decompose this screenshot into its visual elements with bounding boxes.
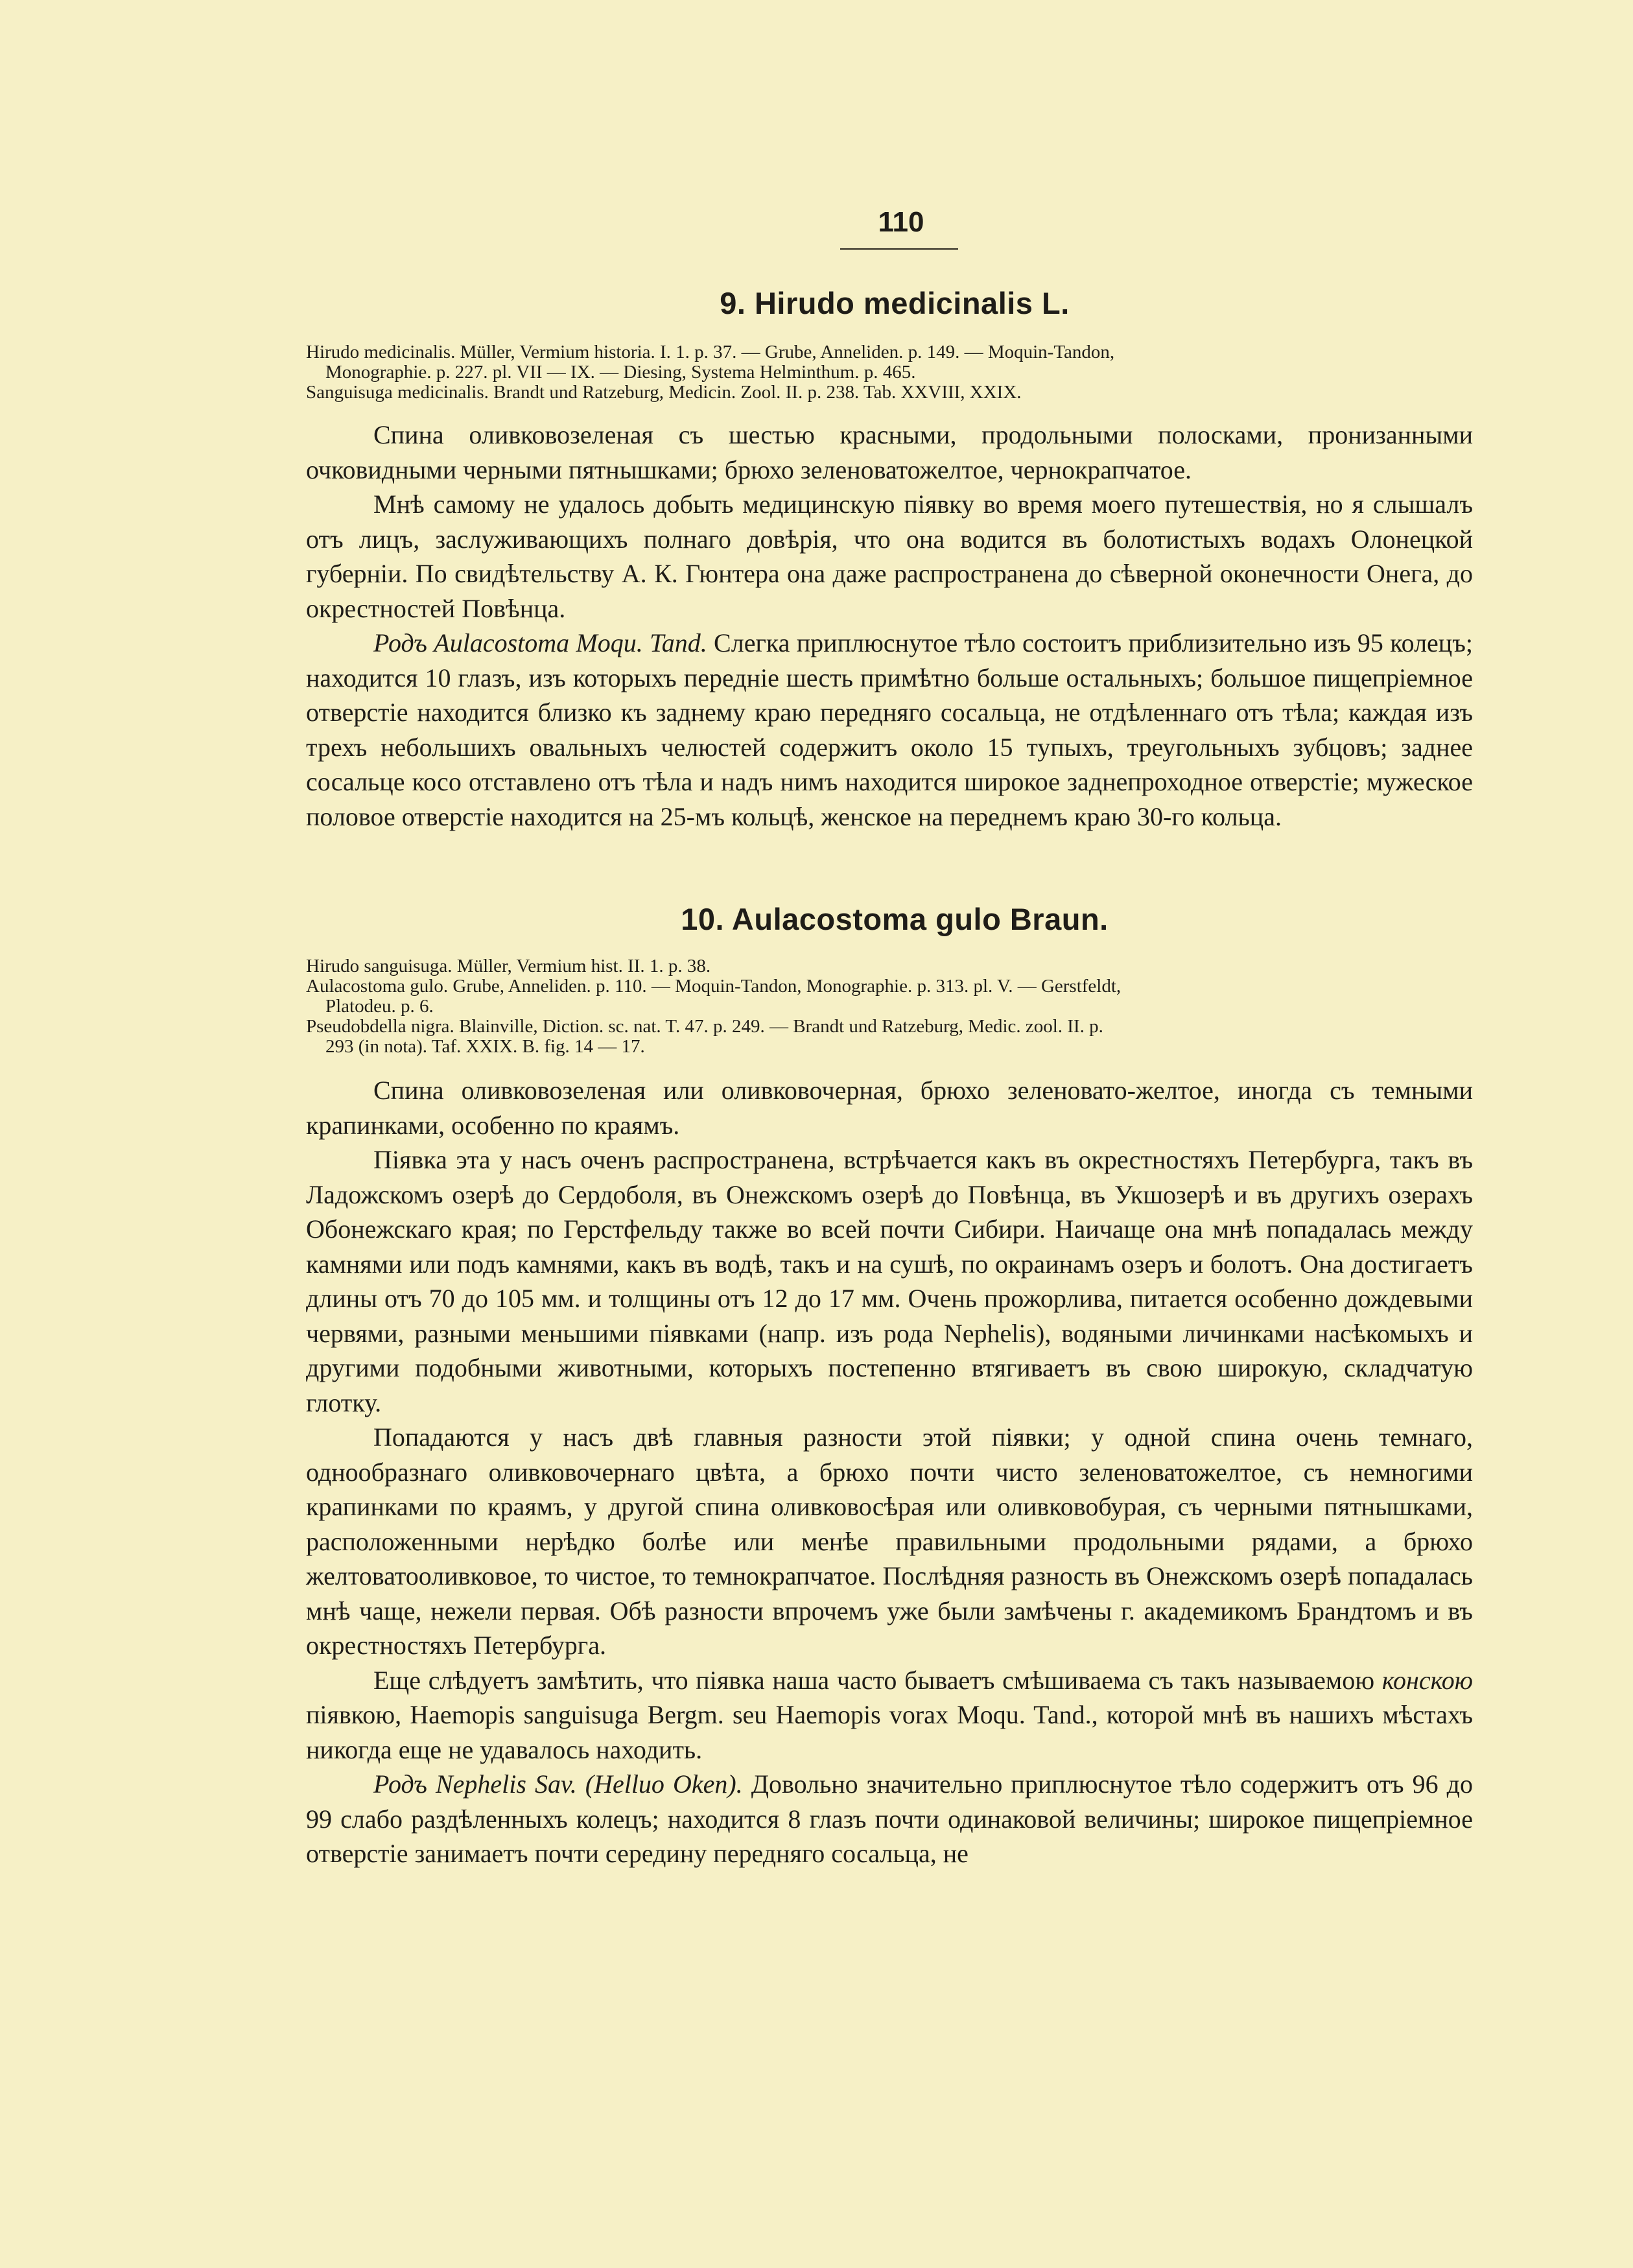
- paragraph: [306, 1767, 1473, 1871]
- paragraph: Спина оливковозеленая съ шестью красными, продольными полосками, пронизанными очковидными черными пятнышками; брюхо зеленоватожелтое, чернокрапчатое.: [306, 420, 1473, 484]
- italic-word: конскою: [1381, 1665, 1473, 1695]
- paragraph: Попадаются у насъ двѣ главныя разности этой піявки; у одной спина очень темнаго, однообразнаго оливковочернаго цвѣта, а брюхо почти чисто зеленоватожелтое, съ немногими крапинками по краямъ, у другой спина оливковосѣрая или оливковобурая, съ черными пятнышками, расположенными нерѣдко болѣе или менѣе правильными продольными рядами, а брюхо желтоватооливковое, то чистое, то темнокрапчатое. Послѣдняя разность въ Онежскомъ озерѣ попадалась мнѣ чаще, нежели первая. Обѣ разности впрочемъ уже были замѣчены г. академикомъ Брандтомъ и въ окрестностяхъ Петербурга.: [306, 1423, 1473, 1660]
- reference-line: Hirudo sanguisuga. Müller, Vermium hist. II. 1. p. 38.: [306, 956, 711, 976]
- paragraph-text: Еще слѣдуетъ замѣтить, что піявка наша часто бываетъ смѣшиваема съ такъ называемою: [373, 1665, 1382, 1695]
- paragraph: Піявка эта у насъ оченъ распространена, встрѣчается какъ въ окрестностяхъ Петербурга, такъ въ Ладожскомъ озерѣ до Сердоболя, въ Онежскомъ озерѣ до Повѣнца, въ Укшозерѣ и въ другихъ озерахъ Обонежскаго края; по Герстфельду также во всей почти Сибири. Наичаще она мнѣ попадалась между камнями или подъ камнями, какъ въ водѣ, такъ и на сушѣ, по окраинамъ озеръ и болотъ. Она достигаетъ длины отъ 70 до 105 мм. и толщины отъ 12 до 17 мм. Очень прожорлива, питается особенно дождевыми червями, разными меньшими піявками (напр. изъ рода Nephelis), водяными личинками насѣкомыхъ и другими подобными животными, которыхъ постепенно втягиваетъ въ свою широкую, складчатую глотку.: [306, 1145, 1473, 1417]
- reference-line: Aulacostoma gulo. Grube, Anneliden. p. 110. — Moquin-Tandon, Monographie. p. 313. pl. V. — Gerstfeldt,: [306, 976, 1122, 997]
- reference-line: Platodeu. p. 6.: [325, 996, 434, 1017]
- paragraph-text: піявкою, Haemopis sanguisuga Bergm. seu Haemopis vorax Moqu. Tand., которой мнѣ въ нашихъ мѣстахъ никогда еще не удавалось находить.: [306, 1700, 1473, 1764]
- synonymy-hirudo: [306, 342, 1473, 403]
- synonymy-aulacostoma: [306, 956, 1473, 1057]
- species-heading-aulacostoma: 10. Aulacostoma gulo Braun.: [681, 902, 1109, 936]
- paragraph: Мнѣ самому не удалось добыть медицинскую піявку во время моего путешествія, но я слышалъ отъ лицъ, заслуживающихъ полнаго довѣрія, что она водится въ болотистыхъ водахъ Олонецкой губерніи. По свидѣтельству А. К. Гюнтера она даже распространена до сѣверной оконечности Онега, до окрестностей Повѣнца.: [306, 490, 1473, 623]
- genus-name: Родъ Nephelis Sav. (Helluo Oken).: [373, 1769, 743, 1799]
- paragraph-text: Довольно значительно приплюснутое тѣло содержитъ отъ 96 до 99 слабо раздѣленныхъ колецъ; находится 8 глазъ почти одинаковой величины; широкое пищепріемное отверстіе занимаетъ почти середину передняго сосальца, не: [306, 1769, 1473, 1868]
- reference-line: 293 (in nota). Taf. XXIX. B. fig. 14 — 17.: [325, 1036, 645, 1057]
- reference-line: Sanguisuga medicinalis. Brandt und Ratzeburg, Medicin. Zool. II. p. 238. Tab. XXVIII, XXIX.: [306, 382, 1022, 403]
- reference-line: Pseudobdella nigra. Blainville, Diction. sc. nat. T. 47. p. 249. — Brandt und Ratzeburg, Medic. zool. II. p.: [306, 1016, 1103, 1037]
- page-number: 110: [878, 206, 924, 238]
- reference-line: Hirudo medicinalis. Müller, Vermium historia. I. 1. p. 37. — Grube, Anneliden. p. 149. — Moquin-Tandon,: [306, 342, 1115, 362]
- genus-name: Родъ Aulacostoma Moqu. Tand.: [373, 628, 707, 657]
- reference-line: Monographie. p. 227. pl. VII — IX. — Diesing, Systema Helminthum. p. 465.: [325, 362, 916, 383]
- body-text-aulacostoma: [306, 1073, 1473, 1871]
- page-number-rule: [840, 248, 958, 250]
- paragraph-text: Слегка приплюснутое тѣло состоитъ приблизительно изъ 95 колецъ; находится 10 глазъ, изъ которыхъ передніе шесть примѣтно больше остальныхъ; большое пищепріемное отверстіе находится близко къ заднему краю передняго сосальца, не отдѣленнаго отъ тѣла; каждая изъ трехъ небольшихъ овальныхъ челюстей содержитъ около 15 тупыхъ, треугольныхъ зубцовъ; заднее сосальце косо отставлено отъ тѣла и надъ нимъ находится широкое заднепроходное отверстіе; мужеское половое отверстіе находится на 25-мъ кольцѣ, женское на переднемъ краю 30-го кольца.: [306, 628, 1473, 831]
- species-heading-hirudo: 9. Hirudo medicinalis L.: [720, 286, 1070, 320]
- paragraph: Спина оливковозеленая или оливковочерная, брюхо зеленовато-желтое, иногда съ темными крапинками, особенно по краямъ.: [306, 1076, 1473, 1140]
- paragraph: [306, 1663, 1473, 1767]
- paragraph: [306, 626, 1473, 834]
- body-text-hirudo: [306, 418, 1473, 834]
